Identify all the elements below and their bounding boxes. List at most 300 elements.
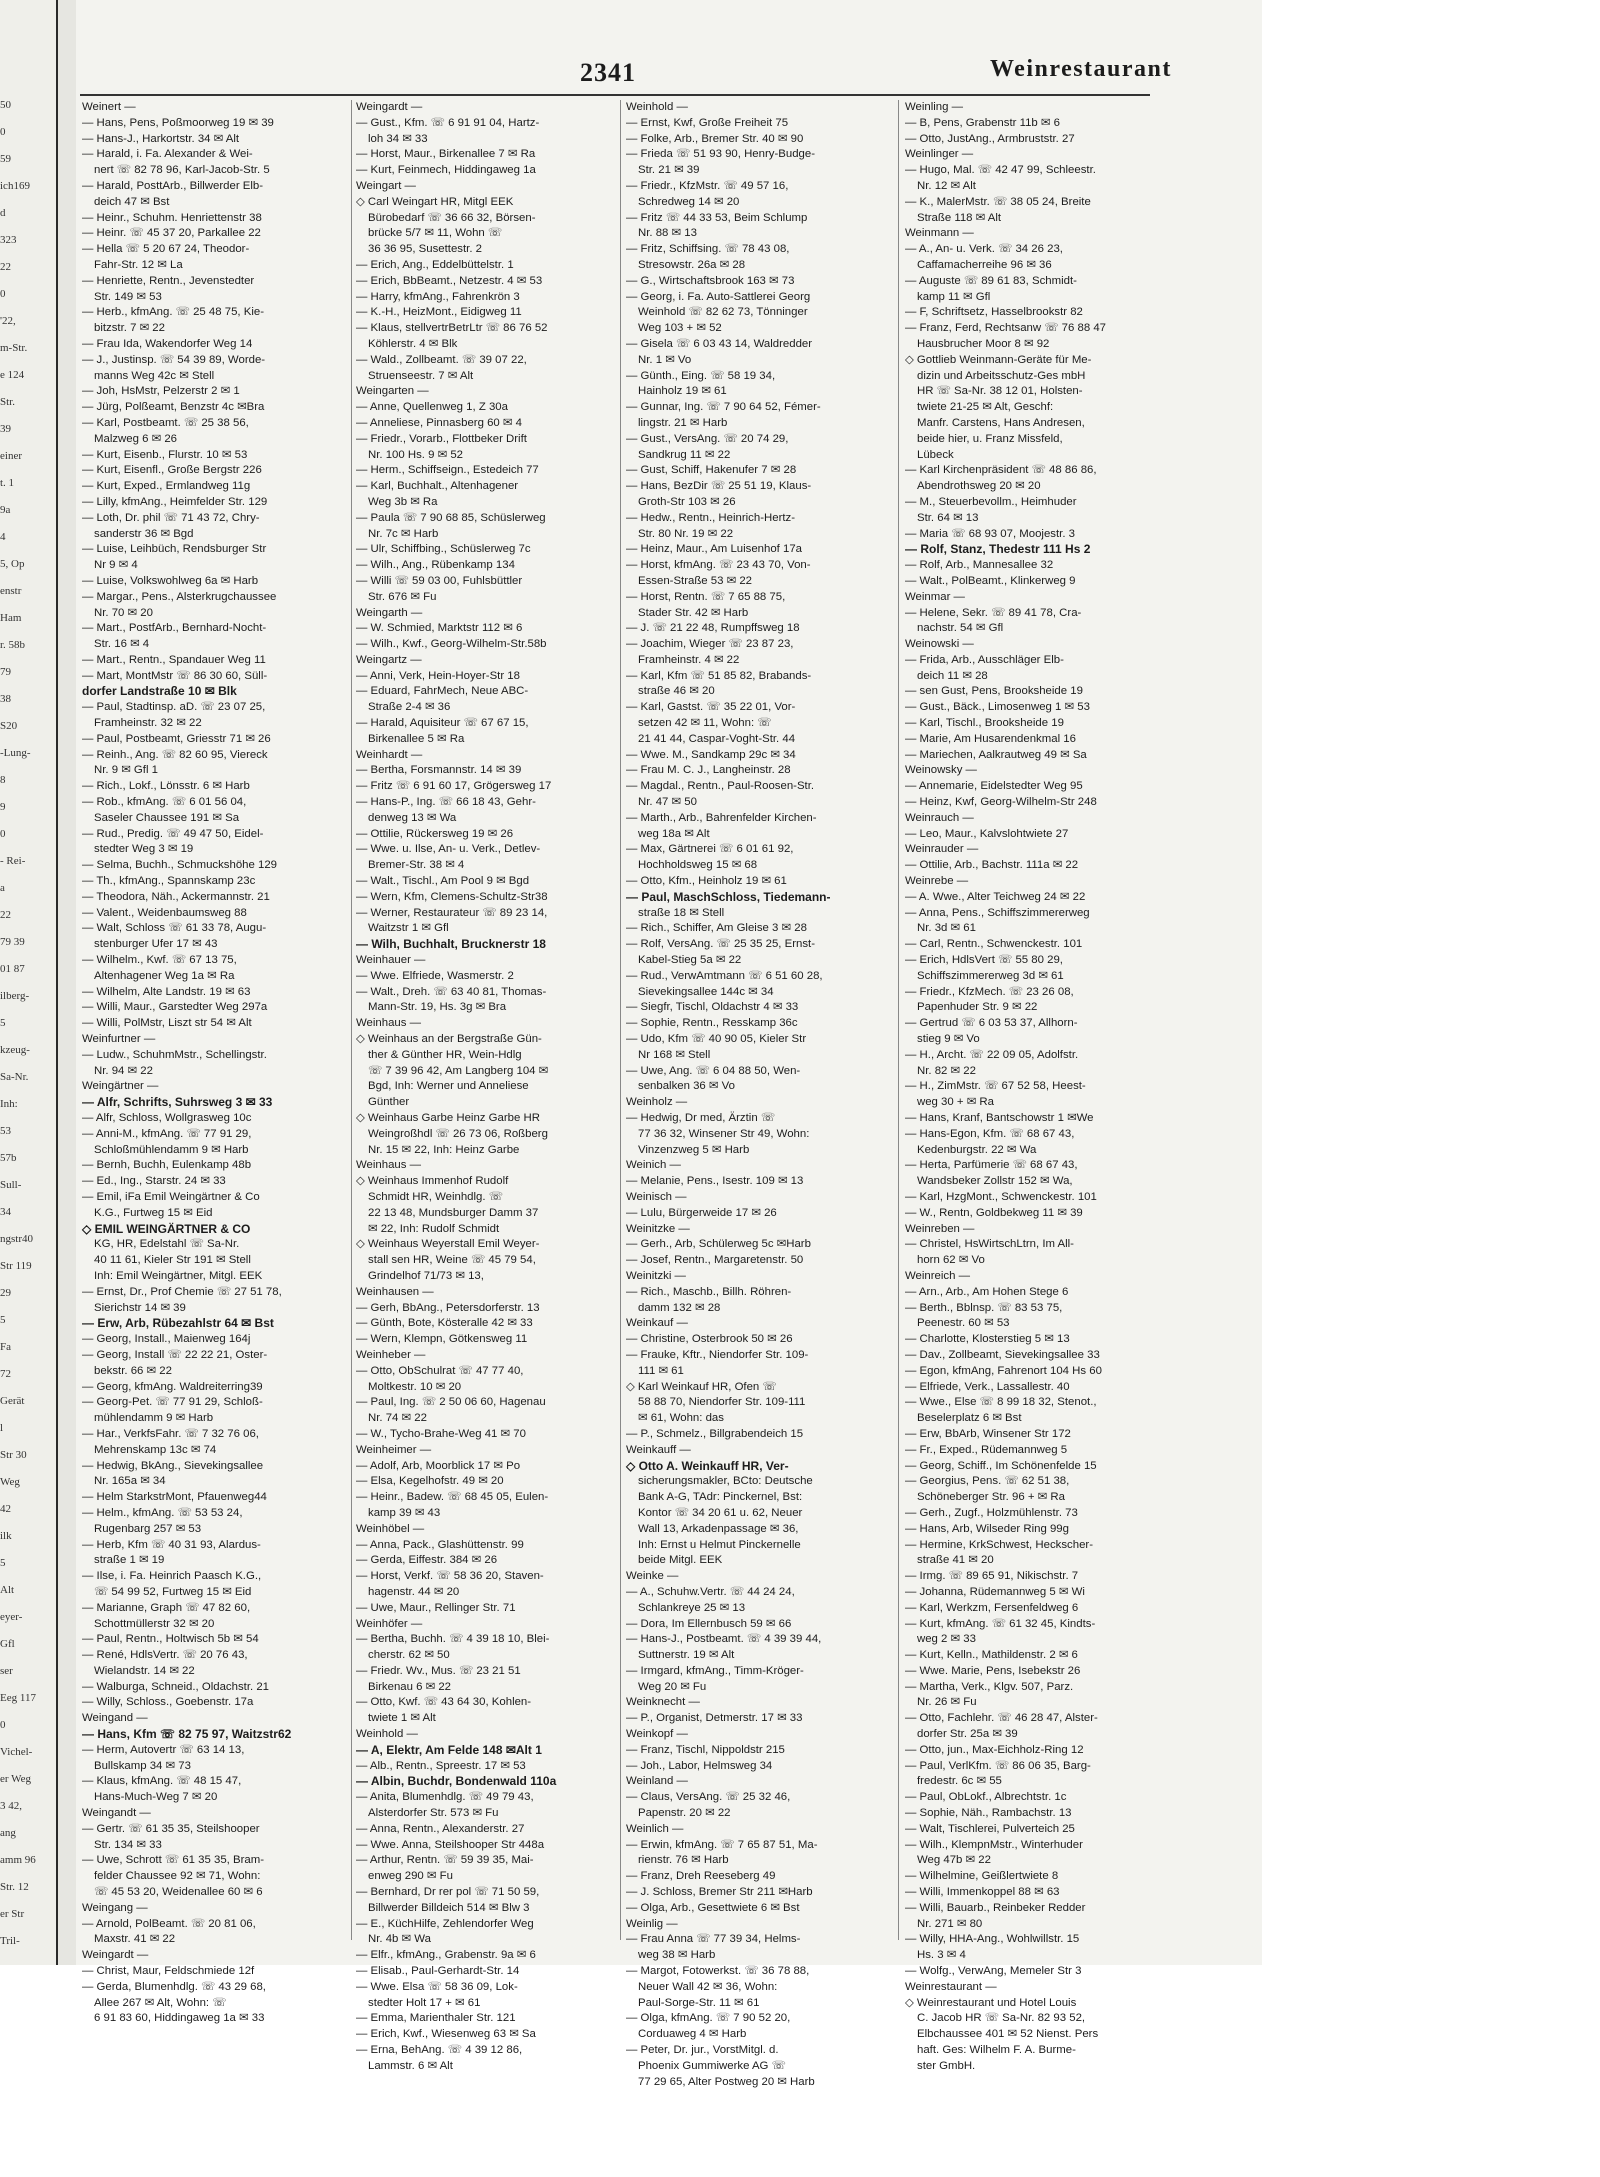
- header-rule: [80, 94, 1150, 96]
- directory-entry-line: Hans-Much-Weg 7 ✉ 20: [94, 1791, 218, 1804]
- directory-entry-line: 77 36 32, Winsener Str 49, Wohn:: [638, 1127, 810, 1140]
- directory-entry-line: — Harald, Aquisiteur ☏ 67 67 15,: [356, 717, 529, 730]
- edge-text-fragment: er Weg: [0, 1773, 31, 1785]
- directory-entry-line: — Otto, JustAng., Armbruststr. 27: [905, 132, 1075, 145]
- directory-entry-line: Kedenburgstr. 22 ✉ Wa: [917, 1143, 1037, 1156]
- directory-entry-line: Nr. 3d ✉ 61: [917, 922, 976, 935]
- directory-entry-line: — Heinr., Badew. ☏ 68 45 05, Eulen-: [356, 1491, 549, 1504]
- directory-entry-line: — Udo, Kfm ☏ 40 90 05, Kieler Str: [626, 1033, 807, 1046]
- directory-entry-line: Nr. 9 ✉ Gfl 1: [94, 764, 158, 777]
- directory-entry-line: — W., Tycho-Brahe-Weg 41 ✉ 70: [356, 1427, 526, 1440]
- directory-entry-line: — Dora, Im Ellernbusch 59 ✉ 66: [626, 1617, 792, 1630]
- directory-entry-line: haft. Ges: Wilhelm F. A. Burme-: [917, 2044, 1076, 2057]
- directory-entry-line: — Margot, Fotowerkst. ☏ 36 78 88,: [626, 1965, 810, 1978]
- directory-entry-line: — Georgius, Pens. ☏ 62 51 38,: [905, 1475, 1070, 1488]
- directory-entry-line: Weinmann —: [905, 227, 974, 240]
- directory-entry-line: — Frau Anna ☏ 77 39 34, Helms-: [626, 1933, 801, 1946]
- directory-entry-line: ◇ EMIL WEINGÄRTNER & CO: [82, 1221, 251, 1236]
- directory-entry-line: — W., Rentn, Goldbekweg 11 ✉ 39: [905, 1206, 1083, 1219]
- directory-entry-line: Weinhauer —: [356, 954, 426, 967]
- directory-entry-line: Weinitzke —: [626, 1222, 690, 1235]
- directory-entry-line: Papenhuder Str. 9 ✉ 22: [917, 1001, 1038, 1014]
- directory-entry-line: — K.-H., HeizMont., Eidigweg 11: [356, 306, 522, 319]
- running-header-title: Weinrestaurant: [990, 56, 1172, 82]
- directory-entry-line: ◇ Weinrestaurant und Hotel Louis: [905, 1996, 1077, 2009]
- directory-entry-line: — Anna, Pack., Glashüttenstr. 99: [356, 1538, 524, 1551]
- directory-entry-line: — Friedr., KfzMech. ☏ 23 26 08,: [905, 985, 1074, 998]
- directory-entry-line: Mann-Str. 19, Hs. 3g ✉ Bra: [368, 1001, 507, 1014]
- directory-entry-line: Malzweg 6 ✉ 26: [94, 432, 177, 445]
- directory-entry-line: — Otto, ObSchulrat ☏ 47 77 40,: [356, 1364, 524, 1377]
- directory-entry-line: — Otto, Kwf. ☏ 43 64 30, Kohlen-: [356, 1696, 532, 1709]
- directory-entry-line: Weg 20 ✉ Fu: [638, 1680, 707, 1693]
- directory-entry-line: — Gerda, Blumenhdlg. ☏ 43 29 68,: [82, 1980, 266, 1993]
- directory-entry-line: — Ed., Ing., Starstr. 24 ✉ 33: [82, 1175, 226, 1188]
- directory-entry-line: ther & Günther HR, Wein-Hdlg: [368, 1048, 522, 1061]
- edge-text-fragment: Tril-: [0, 1935, 20, 1947]
- directory-entry-line: — Hedwig, Dr med, Ärztin ☏: [626, 1112, 776, 1124]
- directory-entry-line: — Arthur, Rentn. ☏ 59 39 35, Mai-: [356, 1854, 534, 1867]
- directory-entry-line: Weinlich —: [626, 1822, 684, 1835]
- directory-entry-line: Weinheimer —: [356, 1443, 432, 1456]
- directory-entry-line: — Carl, Rentn., Schwenckestr. 101: [905, 938, 1083, 951]
- directory-entry-line: — Horst, Verkf. ☏ 58 36 20, Staven-: [356, 1570, 544, 1583]
- column-divider: [898, 100, 899, 1940]
- directory-entry-line: — Berth., Bblnsp. ☏ 83 53 75,: [905, 1301, 1063, 1314]
- directory-entry-line: Allee 267 ✉ Alt, Wohn: ☏: [94, 1996, 227, 2009]
- directory-entry-line: — Fritz, Schiffsing. ☏ 78 43 08,: [626, 243, 790, 256]
- edge-text-fragment: ang: [0, 1827, 16, 1839]
- directory-entry-line: — Uwe, Maur., Rellinger Str. 71: [356, 1601, 516, 1614]
- directory-entry-line: ◇ Karl Weinkauf HR, Ofen ☏: [626, 1380, 777, 1393]
- directory-entry-line: — Karl, HzgMont., Schwenckestr. 101: [905, 1190, 1097, 1203]
- directory-entry-line: — Eduard, FahrMech, Neue ABC-: [356, 685, 529, 698]
- directory-entry-line: Papenstr. 20 ✉ 22: [638, 1807, 731, 1820]
- directory-entry-line: Framheinstr. 32 ✉ 22: [94, 717, 202, 730]
- directory-entry-line: — Hedw., Rentn., Heinrich-Hertz-: [626, 511, 796, 524]
- directory-entry-line: Maxstr. 41 ✉ 22: [94, 1933, 176, 1946]
- directory-entry-line: Weinisch —: [626, 1190, 687, 1203]
- directory-entry-line: — Gust., Bäck., Limosenweg 1 ✉ 53: [905, 701, 1090, 714]
- directory-entry-line: weg 30 + ✉ Ra: [917, 1096, 994, 1109]
- directory-entry-line: — Paul, Ing. ☏ 2 50 06 60, Hagenau: [356, 1396, 546, 1409]
- directory-entry-line: Waitzstr 1 ✉ Gfl: [368, 922, 449, 935]
- directory-entry-line: stedter Holt 17 + ✉ 61: [368, 1996, 481, 2009]
- directory-entry-line: Weinmar —: [905, 590, 965, 603]
- directory-entry-line: — Maria ☏ 68 93 07, Moojestr. 3: [905, 527, 1075, 540]
- directory-entry-line: — Gust., Kfm. ☏ 6 91 91 04, Hartz-: [356, 116, 540, 129]
- directory-entry-line: — Hans, BezDir ☏ 25 51 19, Klaus-: [626, 480, 812, 493]
- directory-entry-line: — Max, Gärtnerei ☏ 6 01 61 92,: [626, 843, 794, 856]
- directory-entry-line: — Kurt, Eisenfl., Große Bergstr 226: [82, 464, 262, 477]
- directory-entry-line: beide hier, u. Franz Missfeld,: [917, 432, 1063, 445]
- column-divider: [620, 100, 621, 1940]
- adjacent-page-edge: [0, 0, 58, 1965]
- edge-text-fragment: 0: [0, 1719, 6, 1731]
- edge-text-fragment: ich169: [0, 180, 30, 192]
- edge-text-fragment: Str.: [0, 396, 15, 408]
- directory-entry-line: Rugenbarg 257 ✉ 53: [94, 1522, 202, 1535]
- directory-entry-line: — Gertr. ☏ 61 35 35, Steilshooper: [82, 1822, 260, 1835]
- directory-entry-line: — sen Gust, Pens, Brooksheide 19: [905, 685, 1083, 698]
- directory-entry-line: — Klaus, stellvertrBetrLtr ☏ 86 76 52: [356, 322, 548, 335]
- directory-entry-line: Weinhaus —: [356, 1159, 422, 1172]
- directory-entry-line: — Folke, Arb., Bremer Str. 40 ✉ 90: [626, 132, 804, 145]
- edge-text-fragment: 29: [0, 1287, 11, 1299]
- directory-entry-line: — Herb., kfmAng. ☏ 25 48 75, Kie-: [82, 306, 265, 319]
- directory-entry-line: Hochholdsweg 15 ✉ 68: [638, 859, 758, 872]
- directory-entry-line: dizin und Arbeitsschutz-Ges mbH: [917, 369, 1086, 382]
- directory-entry-line: Hs. 3 ✉ 4: [917, 1949, 966, 1962]
- directory-entry-line: Wandsbeker Zollstr 152 ✉ Wa,: [917, 1175, 1073, 1188]
- directory-entry-line: sanderstr 36 ✉ Bgd: [94, 527, 194, 540]
- directory-entry-line: stedter Weg 3 ✉ 19: [94, 843, 194, 856]
- directory-entry-line: — Melanie, Pens., Isestr. 109 ✉ 13: [626, 1175, 804, 1188]
- directory-entry-line: — Rich., Lokf., Lönsstr. 6 ✉ Harb: [82, 780, 250, 793]
- directory-entry-line: C. Jacob HR ☏ Sa-Nr. 82 93 52,: [917, 2012, 1086, 2025]
- directory-entry-line: — Willi, Immenkoppel 88 ✉ 63: [905, 1886, 1060, 1899]
- directory-entry-line: Nr. 26 ✉ Fu: [917, 1696, 977, 1709]
- directory-entry-line: — Marth., Arb., Bahrenfelder Kirchen-: [626, 811, 817, 824]
- directory-entry-line: denweg 13 ✉ Wa: [368, 811, 457, 824]
- directory-entry-line: felder Chaussee 92 ✉ 71, Wohn:: [94, 1870, 261, 1883]
- edge-text-fragment: 01 87: [0, 963, 25, 975]
- directory-entry-line: — Sophie, Rentn., Resskamp 36c: [626, 1017, 798, 1030]
- directory-entry-line: — Franz, Tischl, Nippoldstr 215: [626, 1743, 785, 1756]
- directory-entry-line: straße 1 ✉ 19: [94, 1554, 165, 1567]
- directory-entry-line: Altenhagener Weg 1a ✉ Ra: [94, 969, 235, 982]
- directory-entry-line: — Theodora, Näh., Ackermannstr. 21: [82, 890, 270, 903]
- directory-entry-line: — Horst, Maur., Birkenallee 7 ✉ Ra: [356, 148, 536, 161]
- directory-entry-line: Schiffszimmererweg 3d ✉ 61: [917, 969, 1064, 982]
- directory-entry-line: — Paul, MaschSchloss, Tiedemann-: [626, 889, 831, 904]
- directory-entry-line: 36 36 95, Susettestr. 2: [368, 243, 482, 256]
- directory-entry-line: — Günth, Bote, Kösteralle 42 ✉ 33: [356, 1317, 533, 1330]
- directory-entry-line: — René, HdlsVertr. ☏ 20 76 43,: [82, 1649, 248, 1662]
- directory-entry-line: weg 38 ✉ Harb: [638, 1949, 716, 1962]
- directory-entry-line: Weingarth —: [356, 606, 423, 619]
- edge-text-fragment: 22: [0, 261, 11, 273]
- directory-entry-line: Stader Str. 42 ✉ Harb: [638, 606, 749, 619]
- directory-entry-line: — Otto, jun., Max-Eichholz-Ring 12: [905, 1743, 1084, 1756]
- directory-entry-line: — Gisela ☏ 6 03 43 14, Waldredder: [626, 337, 813, 350]
- directory-entry-line: ☏ 7 39 96 42, Am Langberg 104 ✉: [368, 1064, 549, 1077]
- directory-entry-line: — Irmgard, kfmAng., Timm-Kröger-: [626, 1664, 804, 1677]
- directory-entry-line: dorfer Landstraße 10 ✉ Blk: [82, 684, 237, 699]
- directory-entry-line: — Harald, PosttArb., Billwerder Elb-: [82, 179, 264, 192]
- directory-entry-line: Nr. 100 Hs. 9 ✉ 52: [368, 448, 464, 461]
- directory-entry-line: 21 41 44, Caspar-Voght-Str. 44: [638, 732, 796, 745]
- directory-entry-line: — Elfr., kfmAng., Grabenstr. 9a ✉ 6: [356, 1949, 536, 1962]
- directory-entry-line: — Bertha, Forsmannstr. 14 ✉ 39: [356, 764, 522, 777]
- directory-entry-line: ✉ 22, Inh: Rudolf Schmidt: [368, 1222, 500, 1235]
- directory-entry-line: Weinhardt —: [356, 748, 423, 761]
- directory-entry-line: — Franz, Ferd, Rechtsanw ☏ 76 88 47: [905, 322, 1107, 335]
- directory-entry-line: Weingartz —: [356, 653, 422, 666]
- directory-entry-line: Nr 168 ✉ Stell: [638, 1048, 711, 1061]
- directory-entry-line: Str. 16 ✉ 4: [94, 638, 150, 651]
- directory-entry-line: — Elsa, Kegelhofstr. 49 ✉ 20: [356, 1475, 504, 1488]
- edge-text-fragment: - Rei-: [0, 855, 26, 867]
- directory-entry-line: — Helm StarkstrMont, Pfauenweg44: [82, 1491, 267, 1504]
- directory-entry-line: — Friedr. Wv., Mus. ☏ 23 21 51: [356, 1664, 521, 1677]
- directory-entry-line: — Karl, Werkzm, Fersenfeldweg 6: [905, 1601, 1079, 1614]
- directory-entry-line: — Helene, Sekr. ☏ 89 41 78, Cra-: [905, 606, 1082, 619]
- directory-entry-line: — Otto, Kfm., Heinholz 19 ✉ 61: [626, 875, 787, 888]
- directory-entry-line: — Kurt, Feinmech, Hiddingaweg 1a: [356, 164, 536, 177]
- directory-entry-line: — Willi, Maur., Garstedter Weg 297a: [82, 1001, 268, 1014]
- directory-entry-line: — Alfr, Schloss, Wollgrasweg 10c: [82, 1112, 252, 1124]
- directory-entry-line: Vinzenzweg 5 ✉ Harb: [638, 1143, 750, 1156]
- directory-entry-line: — Herm, Autovertr ☏ 63 14 13,: [82, 1743, 245, 1756]
- directory-entry-line: Grindelhof 71/73 ✉ 13,: [368, 1269, 484, 1282]
- directory-entry-line: — Wilhelm, Alte Landstr. 19 ✉ 63: [82, 985, 251, 998]
- directory-entry-line: — Mart., PostfArb., Bernhard-Nocht-: [82, 622, 267, 635]
- directory-entry-line: — Friedr., Vorarb., Flottbeker Drift: [356, 432, 527, 445]
- directory-entry-line: ster GmbH.: [917, 2059, 976, 2072]
- directory-entry-line: Sandkrug 11 ✉ 22: [638, 448, 731, 461]
- directory-entry-line: — Erw, Arb, Rübezahlstr 64 ✉ Bst: [82, 1316, 274, 1331]
- directory-entry-line: rienstr. 76 ✉ Harb: [638, 1854, 729, 1867]
- directory-entry-line: kamp 39 ✉ 43: [368, 1506, 441, 1519]
- directory-entry-line: Nr. 82 ✉ 22: [917, 1064, 976, 1077]
- directory-entry-line: Weingand —: [82, 1712, 148, 1725]
- directory-entry-line: Schöneberger Str. 96 + ✉ Ra: [917, 1491, 1065, 1504]
- directory-entry-line: — Rud., VerwAmtmann ☏ 6 51 60 28,: [626, 969, 823, 982]
- directory-entry-line: Bremer-Str. 38 ✉ 4: [368, 859, 465, 872]
- directory-entry-line: Lammstr. 6 ✉ Alt: [368, 2059, 453, 2072]
- directory-entry-line: Fahr-Str. 12 ✉ La: [94, 258, 183, 271]
- directory-entry-line: — Frau M. C. J., Langheinstr. 28: [626, 764, 791, 777]
- directory-entry-line: Weinke —: [626, 1570, 679, 1583]
- directory-entry-line: — Georg-Pet. ☏ 77 91 29, Schloß-: [82, 1396, 263, 1409]
- directory-entry-line: — Christel, HsWirtschLtrn, Im All-: [905, 1238, 1074, 1251]
- directory-entry-line: — Hans, Kranf, Bantschowstr 1 ✉We: [905, 1112, 1094, 1124]
- directory-entry-line: — Klaus, kfmAng. ☏ 48 15 47,: [82, 1775, 242, 1788]
- directory-entry-line: — Gerh, BbAng., Petersdorferstr. 13: [356, 1301, 540, 1314]
- directory-entry-line: — Walt, Schloss ☏ 61 33 78, Augu-: [82, 922, 267, 935]
- directory-entry-line: senbalken 36 ✉ Vo: [638, 1080, 735, 1093]
- directory-entry-line: — Anni, Verk, Hein-Hoyer-Str 18: [356, 669, 520, 682]
- directory-entry-line: — Luise, Volkswohlweg 6a ✉ Harb: [82, 574, 259, 587]
- directory-entry-line: Groth-Str 103 ✉ 26: [638, 495, 736, 508]
- directory-entry-line: Stresowstr. 26a ✉ 28: [638, 258, 746, 271]
- directory-entry-line: — Anni-M., kfmAng. ☏ 77 91 29,: [82, 1127, 252, 1140]
- directory-entry-line: Bgd, Inh: Werner und Anneliese: [368, 1080, 529, 1093]
- directory-entry-line: Struenseestr. 7 ✉ Alt: [368, 369, 474, 382]
- directory-entry-line: Straße 2-4 ✉ 36: [368, 701, 451, 714]
- directory-entry-line: Weinich —: [626, 1159, 681, 1172]
- directory-entry-line: — Rich., Maschb., Billh. Röhren-: [626, 1285, 792, 1298]
- edge-text-fragment: 50: [0, 99, 11, 111]
- directory-entry-line: — Loth, Dr. phil ☏ 71 43 72, Chry-: [82, 511, 260, 524]
- directory-entry-line: — Emil, iFa Emil Weingärtner & Co: [82, 1190, 260, 1203]
- directory-entry-line: — Margar., Pens., Alsterkrugchaussee: [82, 590, 277, 603]
- edge-text-fragment: einer: [0, 450, 22, 462]
- edge-text-fragment: 38: [0, 693, 11, 705]
- directory-entry-line: — J., Justinsp. ☏ 54 39 89, Worde-: [82, 353, 266, 366]
- directory-entry-line: setzen 42 ✉ 11, Wohn: ☏: [638, 717, 772, 730]
- directory-entry-line: lingstr. 21 ✉ Harb: [638, 416, 728, 429]
- directory-entry-line: — Gerda, Eiffestr. 384 ✉ 26: [356, 1554, 498, 1567]
- directory-entry-line: Abendrothsweg 20 ✉ 20: [917, 480, 1041, 493]
- directory-entry-line: ◇ Otto A. Weinkauff HR, Ver-: [626, 1458, 789, 1473]
- directory-entry-line: — Arnold, PolBeamt. ☏ 20 81 06,: [82, 1917, 256, 1930]
- directory-entry-line: stall sen HR, Weine ☏ 45 79 54,: [368, 1254, 536, 1267]
- directory-entry-line: — Gunnar, Ing. ☏ 7 90 64 52, Fémer-: [626, 401, 821, 414]
- edge-text-fragment: Str 30: [0, 1449, 27, 1461]
- directory-entry-line: — Paul, VerlKfm. ☏ 86 06 35, Barg-: [905, 1759, 1091, 1772]
- directory-entry-line: — Karl Kirchenpräsident ☏ 48 86 86,: [905, 464, 1097, 477]
- directory-entry-line: Weinland —: [626, 1775, 688, 1788]
- edge-text-fragment: Sa-Nr.: [0, 1071, 29, 1083]
- edge-text-fragment: kzeug-: [0, 1044, 30, 1056]
- directory-entry-line: — Frida, Arb., Ausschläger Elb-: [905, 653, 1064, 666]
- directory-entry-line: Alsterdorfer Str. 573 ✉ Fu: [368, 1807, 499, 1820]
- directory-entry-line: — Heinz, Kwf, Georg-Wilhelm-Str 248: [905, 796, 1097, 809]
- edge-text-fragment: Sull-: [0, 1179, 22, 1191]
- directory-entry-line: — Joachim, Wieger ☏ 23 87 23,: [626, 638, 794, 651]
- directory-entry-line: Wielandstr. 14 ✉ 22: [94, 1664, 195, 1677]
- directory-entry-line: Peenestr. 60 ✉ 53: [917, 1317, 1010, 1330]
- directory-entry-line: Weinrebe —: [905, 875, 969, 888]
- directory-entry-line: Str. 64 ✉ 13: [917, 511, 979, 524]
- directory-entry-line: — Bernhard, Dr rer pol ☏ 71 50 59,: [356, 1886, 540, 1899]
- edge-text-fragment: 22: [0, 909, 11, 921]
- directory-entry-line: ✉ 61, Wohn: das: [638, 1412, 724, 1425]
- directory-entry-line: — Wilh., KlempnMstr., Winterhuder: [905, 1838, 1083, 1851]
- directory-entry-line: Nr. 15 ✉ 22, Inh: Heinz Garbe: [368, 1143, 520, 1156]
- directory-entry-line: — Wilh, Buchhalt, Brucknerstr 18: [356, 937, 546, 952]
- edge-text-fragment: 72: [0, 1368, 11, 1380]
- directory-entry-line: — Jürg, Polßeamt, Benzstr 4c ✉Bra: [82, 401, 265, 414]
- edge-text-fragment: 79 39: [0, 936, 25, 948]
- directory-entry-line: — Uwe, Ang. ☏ 6 04 88 50, Wen-: [626, 1064, 801, 1077]
- directory-entry-line: — Günth., Eing. ☏ 58 19 34,: [626, 369, 776, 382]
- edge-text-fragment: ngstr40: [0, 1233, 33, 1245]
- edge-text-fragment: Fa: [0, 1341, 11, 1353]
- directory-entry-line: — Anna, Rentn., Alexanderstr. 27: [356, 1822, 525, 1835]
- directory-entry-line: — Johanna, Rüdemannweg 5 ✉ Wi: [905, 1585, 1085, 1598]
- directory-entry-line: damm 132 ✉ 28: [638, 1301, 721, 1314]
- directory-entry-line: Bullskamp 34 ✉ 73: [94, 1759, 191, 1772]
- edge-text-fragment: Str 119: [0, 1260, 32, 1272]
- edge-text-fragment: er Str: [0, 1908, 25, 1920]
- directory-entry-line: — Wolfg., VerwAng, Memeler Str 3: [905, 1965, 1082, 1978]
- directory-entry-line: Nr. 74 ✉ 22: [368, 1412, 427, 1425]
- edge-text-fragment: 9: [0, 801, 6, 813]
- directory-entry-line: — Walt., PolBeamt., Klinkerweg 9: [905, 574, 1076, 587]
- directory-entry-line: Weinert —: [82, 101, 136, 113]
- directory-entry-line: — Georg, i. Fa. Auto-Sattlerei Georg: [626, 290, 811, 303]
- directory-entry-line: — Erwin, kfmAng. ☏ 7 65 87 51, Ma-: [626, 1838, 818, 1851]
- directory-entry-line: ◇ Weinhaus Immenhof Rudolf: [356, 1175, 509, 1188]
- directory-entry-line: Mehrenskamp 13c ✉ 74: [94, 1443, 217, 1456]
- directory-entry-line: dorfer Str. 25a ✉ 39: [917, 1728, 1018, 1741]
- directory-entry-line: — Erich, Ang., Eddelbüttelstr. 1: [356, 258, 514, 271]
- directory-entry-line: Nr. 70 ✉ 20: [94, 606, 153, 619]
- directory-entry-line: manns Weg 42c ✉ Stell: [94, 369, 215, 382]
- directory-entry-line: — Gertrud ☏ 6 03 53 37, Allhorn-: [905, 1017, 1078, 1030]
- directory-entry-line: — Irmg. ☏ 89 65 91, Nikischstr. 7: [905, 1570, 1079, 1583]
- directory-entry-line: Weinrauch —: [905, 811, 974, 824]
- directory-entry-line: — A, Elektr, Am Felde 148 ✉Alt 1: [356, 1742, 542, 1757]
- edge-text-fragment: Gfl: [0, 1638, 15, 1650]
- directory-entry-line: Weinheber —: [356, 1348, 426, 1361]
- directory-entry-line: Weg 103 + ✉ 52: [638, 322, 722, 335]
- directory-entry-line: Weinhöbel —: [356, 1522, 425, 1535]
- directory-entry-line: — Claus, VersAng. ☏ 25 32 46,: [626, 1791, 791, 1804]
- directory-entry-line: Weingarten —: [356, 385, 429, 398]
- edge-text-fragment: Eeg 117: [0, 1692, 36, 1704]
- directory-entry-line: Weinrestaurant —: [905, 1980, 997, 1993]
- directory-entry-line: — Ottilie, Arb., Bachstr. 111a ✉ 22: [905, 859, 1079, 872]
- edge-text-fragment: m-Str.: [0, 342, 28, 354]
- directory-entry-line: — Otto, Fachlehr. ☏ 46 28 47, Alster-: [905, 1712, 1098, 1725]
- directory-column-2: [356, 100, 588, 2072]
- directory-entry-line: — Kurt, Kelln., Mathildenstr. 2 ✉ 6: [905, 1649, 1078, 1662]
- directory-entry-line: — Reinh., Ang. ☏ 82 60 95, Viereck: [82, 748, 268, 761]
- directory-entry-line: — Paul, ObLokf., Albrechtstr. 1c: [905, 1791, 1067, 1804]
- directory-entry-line: — Rolf, Stanz, Thedestr 111 Hs 2: [905, 542, 1091, 557]
- directory-entry-line: — Dav., Zollbeamt, Sievekingsallee 33: [905, 1348, 1100, 1361]
- directory-entry-line: Manfr. Carstens, Hans Andresen,: [917, 416, 1085, 429]
- directory-entry-line: — P., Organist, Detmerstr. 17 ✉ 33: [626, 1712, 803, 1725]
- directory-entry-line: 6 91 83 60, Hiddingaweg 1a ✉ 33: [94, 2012, 265, 2025]
- directory-entry-line: Phoenix Gummiwerke AG ☏: [638, 2059, 786, 2072]
- directory-entry-line: K.G., Furtweg 15 ✉ Eid: [94, 1206, 213, 1219]
- edge-text-fragment: 8: [0, 774, 6, 786]
- directory-entry-line: Weinhold —: [356, 1728, 418, 1741]
- directory-entry-line: Weinkopf —: [626, 1728, 688, 1741]
- directory-entry-line: Bank A-G, TAdr: Pinckernel, Bst:: [638, 1491, 803, 1504]
- directory-entry-line: — Christ, Maur, Feldschmiede 12f: [82, 1965, 255, 1978]
- directory-entry-line: — Marie, Am Husarendenkmal 16: [905, 732, 1076, 745]
- edge-text-fragment: Ham: [0, 612, 22, 624]
- edge-text-fragment: S20: [0, 720, 18, 732]
- directory-entry-line: Str. 21 ✉ 39: [638, 164, 700, 177]
- directory-entry-line: — Georg, Install ☏ 22 22 21, Oster-: [82, 1348, 268, 1361]
- directory-entry-line: Str. 676 ✉ Fu: [368, 590, 437, 603]
- edge-text-fragment: a: [0, 882, 5, 894]
- directory-entry-line: Weinfurtner —: [82, 1033, 156, 1046]
- directory-entry-line: Beselerplatz 6 ✉ Bst: [917, 1412, 1022, 1425]
- directory-entry-line: — Elisab., Paul-Gerhardt-Str. 14: [356, 1965, 520, 1978]
- edge-text-fragment: ilk: [0, 1530, 12, 1542]
- directory-entry-line: — Hans-P., Ing. ☏ 66 18 43, Gehr-: [356, 796, 536, 809]
- directory-entry-line: — B, Pens, Grabenstr 11b ✉ 6: [905, 116, 1060, 129]
- edge-text-fragment: 59: [0, 153, 11, 165]
- directory-entry-line: — Wald., Zollbeamt. ☏ 39 07 22,: [356, 353, 527, 366]
- directory-entry-line: deich 11 ✉ 28: [917, 669, 988, 682]
- directory-entry-line: — Ernst, Kwf, Große Freiheit 75: [626, 116, 789, 129]
- directory-entry-line: — Frieda ☏ 51 93 90, Henry-Budge-: [626, 148, 815, 161]
- directory-entry-line: — Josef, Rentn., Margaretenstr. 50: [626, 1254, 804, 1267]
- directory-entry-line: — Bertha, Buchh. ☏ 4 39 18 10, Blei-: [356, 1633, 550, 1646]
- directory-entry-line: Kabel-Stieg 5a ✉ 22: [638, 954, 742, 967]
- directory-entry-line: ◇ Weinhaus Weyerstall Emil Weyer-: [356, 1238, 540, 1251]
- directory-entry-line: straße 18 ✉ Stell: [638, 906, 725, 919]
- directory-entry-line: — Th., kfmAng., Spannskamp 23c: [82, 875, 256, 888]
- directory-entry-line: bekstr. 66 ✉ 22: [94, 1364, 172, 1377]
- directory-entry-line: — Joh, HsMstr, Pelzerstr 2 ✉ 1: [82, 385, 240, 398]
- directory-entry-line: Nr. 88 ✉ 13: [638, 227, 697, 240]
- directory-entry-line: — W. Schmied, Marktstr 112 ✉ 6: [356, 622, 523, 635]
- directory-entry-line: Birkenallee 5 ✉ Ra: [368, 732, 465, 745]
- directory-entry-line: — Christine, Osterbrook 50 ✉ 26: [626, 1333, 793, 1346]
- directory-entry-line: — Magdal., Rentn., Paul-Roosen-Str.: [626, 780, 815, 793]
- directory-entry-line: — Sophie, Näh., Rambachstr. 13: [905, 1807, 1072, 1820]
